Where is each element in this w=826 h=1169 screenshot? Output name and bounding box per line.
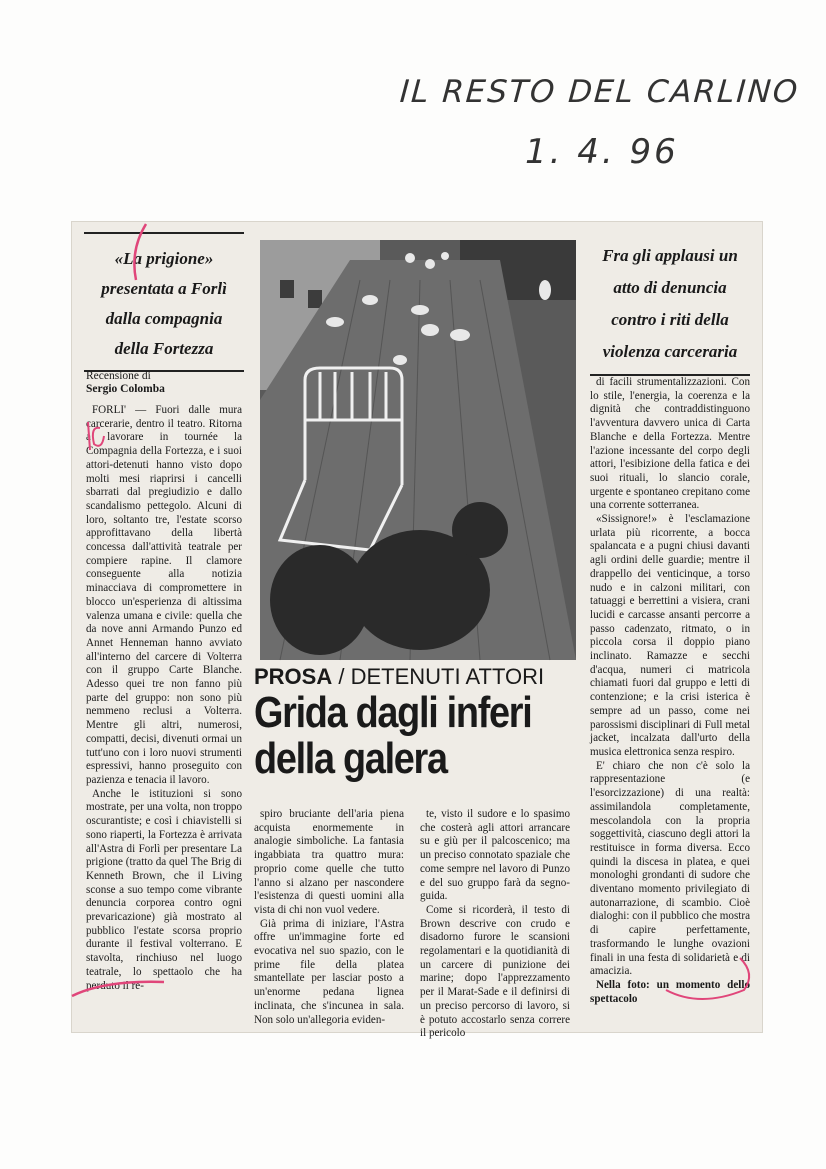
- section-label: PROSA / DETENUTI ATTORI: [254, 664, 545, 689]
- handwritten-publication-name: IL RESTO DEL CARLINO: [398, 74, 801, 110]
- headline-line: della galera: [254, 734, 447, 783]
- kicker-line: della Fortezza: [114, 339, 214, 358]
- paragraph: di facili strumentalizzazioni. Con lo stile, l'energia, la coerenza e la dignità che contraddistinguono l'avventura davvero unica di Carta Blanche e della Fortezza. Mentre l'azione incessante del corpo degli attori, l'esibizione della fatica e dei suoi rituali, lo slancio corale, urgente e spontaneo crepitano come una corrente sotterranea.: [590, 376, 750, 512]
- paragraph: «Sissignore!» è l'esclamazione urlata più ricorrente, a bocca spalancata e a pugni chiusi davanti agli ordini delle guardie; mentre il drappello dei venticinque, a torso nudo e in calzoni militari, con tatuaggi e berrettini a visiera, crani lucidi e carcasse ansanti percorre a passo cadenzato, ritmato, o in piccola corsa il doppio piano inclinato. Ramazze e secchi d'acqua, numeri ci matricola chiamati fuori dal gruppo e letti di contenzione; e la crisi isterica è sempre ad un passo, come nei parossismi disciplinari di Full metal jacket, incalzata dall'urto della musica elettronica senza respiro.: [590, 513, 750, 758]
- kicker-line: presentata a Forlì: [101, 279, 227, 298]
- byline: [86, 370, 242, 396]
- side-heading: [590, 240, 750, 376]
- article-column-3: [420, 808, 570, 1040]
- kicker-line: «La prigione»: [114, 249, 214, 268]
- paragraph: te, visto il sudore e lo spasimo che costerà agli attori arrancare su e giù per il palcoscenico; ma un preciso connotato spaziale che come sempre nel lavoro di Punzo e del suo gruppo farà da segno-guida.: [420, 808, 570, 903]
- paragraph: Anche le istituzioni si sono mostrate, per una volta, non troppo oscurantiste; e così i chiavistelli si sono riaperti, la Fortezza è arrivata all'Astra di Forlì per presentare La prigione (tratto da quel The Brig di Kenneth Brown, che il Living sconse a suo tempo come vibrante denuncia corporea contro ogni prevaricazione) già mostrato al pubblico l'estate scorsa proprio durante il festival volterrano. E stavolta, rinchiuso nel luogo teatrale, lo spettaolo che ha perduto il re-: [86, 787, 242, 992]
- side-heading-line: Fra gli applausi un: [602, 246, 738, 265]
- section-subtitle: DETENUTI ATTORI: [350, 664, 545, 689]
- article-column-4: [590, 376, 750, 1026]
- side-heading-line: atto di denuncia: [613, 278, 727, 297]
- side-heading-line: violenza carceraria: [602, 342, 738, 361]
- byline-label: Recensione di: [86, 370, 151, 382]
- kicker-line: dalla compagnia: [105, 309, 223, 328]
- headline: [254, 690, 531, 782]
- author-name: Sergio Colomba: [86, 383, 165, 395]
- photo-caption: Nella foto: un momento dello spettacolo: [590, 978, 750, 1005]
- handwritten-date: 1. 4. 96: [525, 132, 679, 172]
- section-name: PROSA: [254, 664, 333, 689]
- article-column-2: [254, 808, 404, 1026]
- paragraph: spiro bruciante dell'aria piena acquista enormemente in analogie simboliche. La fantasia ingabbiata tra quattro mura: proprio come quelle che tutto l'anno si alzano per nascondere l'esistenza di questi uomini alla vista di chi non vuol vedere.: [254, 808, 404, 916]
- paragraph: E' chiaro che non c'è solo la rappresentazione (e l'esorcizzazione) di una realtà: assimilandola completamente, mescolandola con la propria soggettività, ciascuno degli attori la restituisce in forma diversa. Ecco quindi la discesa in platea, e quei monologhi grondanti di sudore che diventano momento privilegiato di autonarrazione, di scambio. Cioè dialoghi: con il pubblico che mostra di capire perfettamente, trasformando le lunghe ovazioni finali in una festa di solidarietà e di amacizia.: [590, 759, 750, 978]
- stage-photo-illustration: [260, 240, 576, 660]
- article-column-1: [86, 404, 242, 1020]
- paragraph: Come si ricorderà, il testo di Brown descrive con crudo e disadorno furore le scansioni regolamentari e la quotidianità di un carcere di punizione dei marine; dopo l'apprezzamento per il Marat-Sade e il definirsi di un preciso percorso di lavoro, si è potuto accostarlo senza correre il pericolo: [420, 903, 570, 1040]
- paragraph: FORLI' — Fuori dalle mura carcerarie, dentro il teatro. Ritorna a lavorare in tournée la Compagnia della Fortezza, e i suoi attori-detenuti hanno visto dopo molti mesi riaprirsi i cancelli sbarrati dal pregiudizio e dallo scandalismo pettegolo. Alcuni di loro, soltanto tre, l'estate scorso approfittavano della libertà concessa dall'attività teatrale per compiere rapine. Il clamore conseguente alla notizia minacciava di compromettere in blocco un'esperienza di altissima valenza umana e civile: quella che da nove anni Armando Punzo ed Annet Henneman hanno avviato all'interno del carcere di Volterra con il gruppo Carte Blanche. Adesso quei tre non fanno più parte del gruppo: non sono più nemmeno reclusi a Volterra. Mentre gli altri, numerosi, compatti, decisi, divenuti ormai un tutt'uno con i loro nuovi strumenti espressivi, hanno proseguito con pazienza e tenacia il lavoro.: [86, 404, 242, 786]
- side-heading-line: contro i riti della: [611, 310, 729, 329]
- article-photo: [260, 240, 576, 660]
- paragraph: Già prima di iniziare, l'Astra offre un'immagine forte ed evocativa nel suo spazio, con le prime file della platea smantellate per lasciar posto a un'enorme pedana lignea inclinata, che s'incunea in sala. Non solo un'allegoria eviden-: [254, 917, 404, 1026]
- kicker-box: [84, 232, 244, 372]
- headline-line: Grida dagli inferi: [254, 688, 532, 737]
